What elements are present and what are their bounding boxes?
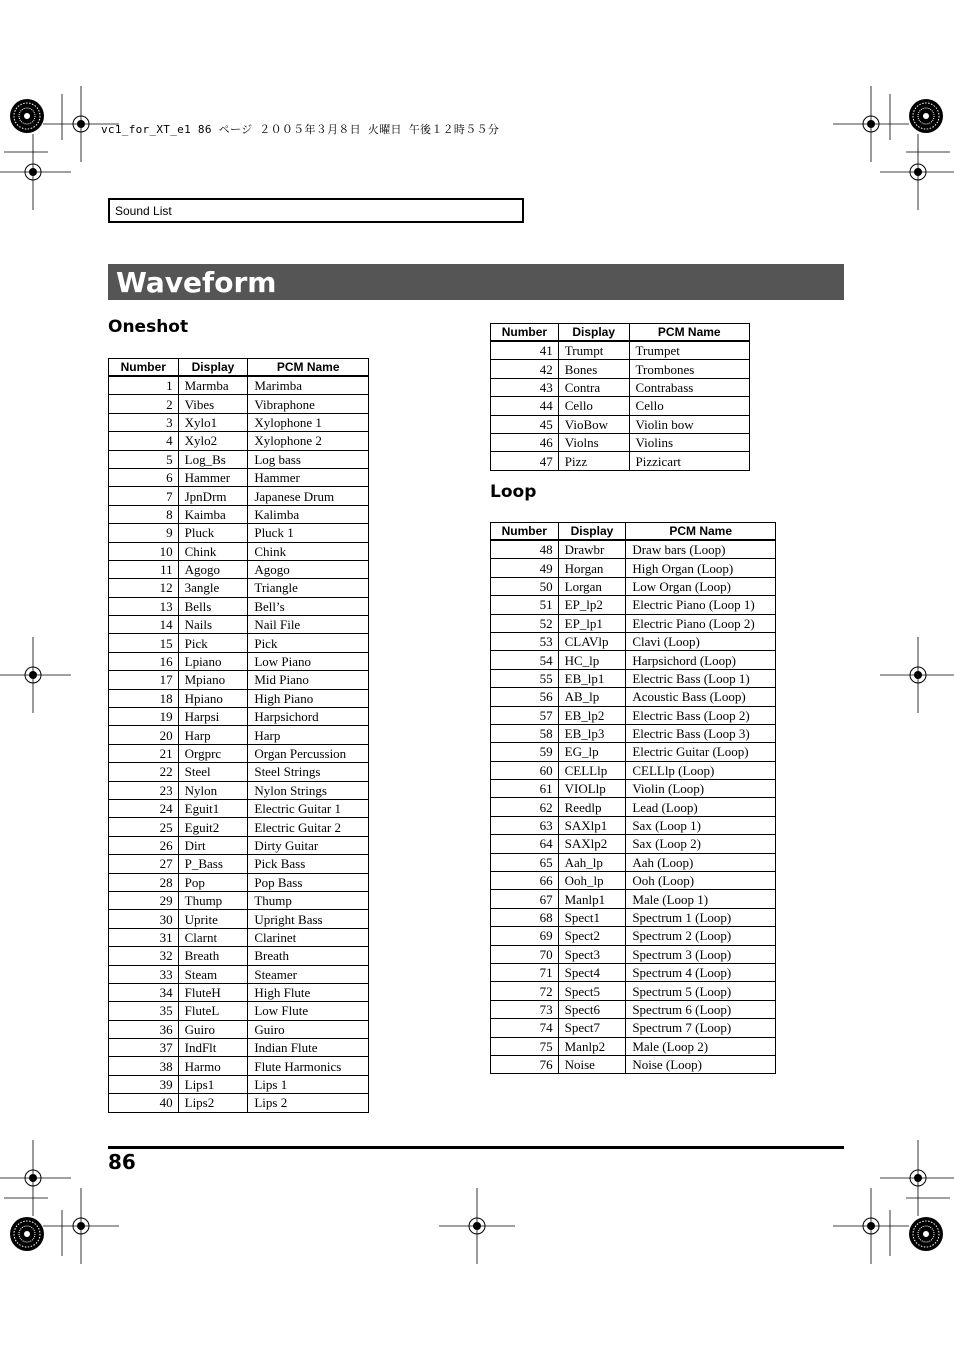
cell-display: Reedlp — [558, 798, 626, 816]
cell-display: Harmo — [178, 1057, 248, 1075]
cell-pcm-name: Steamer — [248, 965, 369, 983]
cell-number: 15 — [109, 634, 179, 652]
cell-pcm-name: Organ Percussion — [248, 744, 369, 762]
cell-number: 28 — [109, 873, 179, 891]
cell-display: SAXlp2 — [558, 835, 626, 853]
cell-pcm-name: Japanese Drum — [248, 487, 369, 505]
cell-display: Violns — [558, 433, 629, 451]
cell-number: 49 — [491, 559, 559, 577]
cell-number: 35 — [109, 1002, 179, 1020]
cell-display: Lips1 — [178, 1075, 248, 1093]
cell-display: Hpiano — [178, 689, 248, 707]
cell-number: 25 — [109, 818, 179, 836]
registration-star-icon — [10, 99, 44, 133]
cell-pcm-name: Aah (Loop) — [626, 853, 776, 871]
cell-display: Pop — [178, 873, 248, 891]
cell-number: 65 — [491, 853, 559, 871]
cell-display: HC_lp — [558, 651, 626, 669]
crosshair-icon — [439, 1188, 515, 1264]
column-header-number: Number — [109, 359, 179, 377]
cell-display: Pizz — [558, 452, 629, 470]
cell-pcm-name: Steel Strings — [248, 763, 369, 781]
cell-number: 55 — [491, 669, 559, 687]
cell-number: 52 — [491, 614, 559, 632]
cell-number: 23 — [109, 781, 179, 799]
cell-display: Steel — [178, 763, 248, 781]
cell-pcm-name: Nail File — [248, 616, 369, 634]
cell-number: 10 — [109, 542, 179, 560]
cell-display: VioBow — [558, 415, 629, 433]
cell-display: EB_lp1 — [558, 669, 626, 687]
cell-display: Lpiano — [178, 652, 248, 670]
cell-pcm-name: Electric Guitar 1 — [248, 799, 369, 817]
cell-pcm-name: Indian Flute — [248, 1039, 369, 1057]
cell-number: 3 — [109, 413, 179, 431]
cell-pcm-name: Pick — [248, 634, 369, 652]
cell-number: 21 — [109, 744, 179, 762]
crosshair-icon — [880, 134, 954, 210]
cell-display: Bells — [178, 597, 248, 615]
cell-number: 22 — [109, 763, 179, 781]
cell-pcm-name: Harp — [248, 726, 369, 744]
cell-display: Spect5 — [558, 982, 626, 1000]
cell-pcm-name: Electric Piano (Loop 2) — [626, 614, 776, 632]
cell-number: 34 — [109, 983, 179, 1001]
cell-pcm-name: Violin bow — [629, 415, 749, 433]
cell-display: Pluck — [178, 524, 248, 542]
cell-display: Manlp1 — [558, 890, 626, 908]
cell-display: 3angle — [178, 579, 248, 597]
crosshair-icon — [43, 1188, 119, 1264]
cell-display: Contra — [558, 378, 629, 396]
cell-number: 60 — [491, 761, 559, 779]
cell-number: 61 — [491, 780, 559, 798]
cell-number: 62 — [491, 798, 559, 816]
cell-number: 2 — [109, 395, 179, 413]
cell-display: Guiro — [178, 1020, 248, 1038]
cell-number: 46 — [491, 433, 559, 451]
cell-pcm-name: Ooh (Loop) — [626, 872, 776, 890]
cell-pcm-name: Lips 2 — [248, 1094, 369, 1112]
cell-pcm-name: Harpsichord (Loop) — [626, 651, 776, 669]
cell-display: Horgan — [558, 559, 626, 577]
cell-display: Clarnt — [178, 928, 248, 946]
cell-number: 27 — [109, 855, 179, 873]
cell-pcm-name: High Organ (Loop) — [626, 559, 776, 577]
cell-pcm-name: Nylon Strings — [248, 781, 369, 799]
column-header-display: Display — [178, 359, 248, 377]
print-header: vc1_for_XT_e1 86 ページ ２００５年３月８日 火曜日 午後１２時５５分 — [101, 123, 500, 136]
cell-display: Pick — [178, 634, 248, 652]
cell-display: Steam — [178, 965, 248, 983]
cell-display: VIOLlp — [558, 780, 626, 798]
cell-pcm-name: Log bass — [248, 450, 369, 468]
cell-display: Dirt — [178, 836, 248, 854]
cell-number: 39 — [109, 1075, 179, 1093]
cell-display: Spect7 — [558, 1019, 626, 1037]
page-title: Waveform — [116, 266, 277, 299]
cell-number: 12 — [109, 579, 179, 597]
cell-pcm-name: Electric Guitar 2 — [248, 818, 369, 836]
cell-pcm-name: Kalimba — [248, 505, 369, 523]
cell-pcm-name: Xylophone 2 — [248, 432, 369, 450]
crosshair-icon — [0, 134, 71, 210]
cell-display: Harp — [178, 726, 248, 744]
cell-number: 20 — [109, 726, 179, 744]
column-header-pcm-name: PCM Name — [626, 523, 776, 541]
crosshair-icon — [43, 86, 119, 162]
cell-number: 73 — [491, 1000, 559, 1018]
cell-display: Nylon — [178, 781, 248, 799]
cell-number: 48 — [491, 540, 559, 559]
cell-pcm-name: Spectrum 2 (Loop) — [626, 927, 776, 945]
cell-number: 7 — [109, 487, 179, 505]
cell-number: 71 — [491, 963, 559, 981]
cell-pcm-name: Mid Piano — [248, 671, 369, 689]
cell-pcm-name: High Piano — [248, 689, 369, 707]
registration-star-icon — [909, 99, 943, 133]
cell-number: 63 — [491, 816, 559, 834]
cell-display: Uprite — [178, 910, 248, 928]
cell-number: 16 — [109, 652, 179, 670]
column-header-display: Display — [558, 324, 629, 342]
cell-number: 72 — [491, 982, 559, 1000]
column-header-number: Number — [491, 523, 559, 541]
section-label: Sound List — [115, 204, 172, 218]
cell-display: Aah_lp — [558, 853, 626, 871]
cell-number: 29 — [109, 891, 179, 909]
cell-number: 64 — [491, 835, 559, 853]
cell-number: 17 — [109, 671, 179, 689]
cell-number: 42 — [491, 360, 559, 378]
cell-display: EB_lp3 — [558, 724, 626, 742]
cell-pcm-name: Spectrum 1 (Loop) — [626, 908, 776, 926]
cell-pcm-name: Clavi (Loop) — [626, 632, 776, 650]
cell-pcm-name: Spectrum 6 (Loop) — [626, 1000, 776, 1018]
cell-number: 30 — [109, 910, 179, 928]
cell-pcm-name: Clarinet — [248, 928, 369, 946]
cell-display: Eguit1 — [178, 799, 248, 817]
cell-pcm-name: Vibraphone — [248, 395, 369, 413]
cell-pcm-name: Trumpet — [629, 341, 749, 360]
cell-number: 38 — [109, 1057, 179, 1075]
cell-display: Marmba — [178, 376, 248, 395]
cell-display: Agogo — [178, 560, 248, 578]
cell-display: AB_lp — [558, 688, 626, 706]
cell-display: Thump — [178, 891, 248, 909]
cell-display: FluteH — [178, 983, 248, 1001]
cell-pcm-name: Dirty Guitar — [248, 836, 369, 854]
cell-display: Spect6 — [558, 1000, 626, 1018]
cell-display: Hammer — [178, 468, 248, 486]
cell-display: Manlp2 — [558, 1037, 626, 1055]
cell-number: 70 — [491, 945, 559, 963]
cell-pcm-name: Upright Bass — [248, 910, 369, 928]
cell-display: Eguit2 — [178, 818, 248, 836]
cell-display: IndFlt — [178, 1039, 248, 1057]
cell-number: 75 — [491, 1037, 559, 1055]
cell-display: SAXlp1 — [558, 816, 626, 834]
cell-pcm-name: Thump — [248, 891, 369, 909]
cell-display: Bones — [558, 360, 629, 378]
cell-number: 8 — [109, 505, 179, 523]
cell-pcm-name: CELLlp (Loop) — [626, 761, 776, 779]
cell-display: Trumpt — [558, 341, 629, 360]
cell-pcm-name: Trombones — [629, 360, 749, 378]
cell-pcm-name: Lead (Loop) — [626, 798, 776, 816]
cell-number: 4 — [109, 432, 179, 450]
cell-pcm-name: Electric Guitar (Loop) — [626, 743, 776, 761]
cell-number: 76 — [491, 1055, 559, 1073]
cell-pcm-name: Guiro — [248, 1020, 369, 1038]
cell-number: 9 — [109, 524, 179, 542]
cell-pcm-name: Pluck 1 — [248, 524, 369, 542]
cell-display: Nails — [178, 616, 248, 634]
cell-display: Harpsi — [178, 708, 248, 726]
cell-pcm-name: Violin (Loop) — [626, 780, 776, 798]
crosshair-icon — [0, 637, 71, 713]
crosshair-icon — [880, 1140, 954, 1216]
cell-number: 59 — [491, 743, 559, 761]
cell-pcm-name: Spectrum 4 (Loop) — [626, 963, 776, 981]
cell-pcm-name: Electric Bass (Loop 3) — [626, 724, 776, 742]
cell-number: 68 — [491, 908, 559, 926]
cell-display: Log_Bs — [178, 450, 248, 468]
cell-pcm-name: Pick Bass — [248, 855, 369, 873]
column-header-number: Number — [491, 324, 559, 342]
cell-display: Spect2 — [558, 927, 626, 945]
cell-display: Mpiano — [178, 671, 248, 689]
cell-pcm-name: Violins — [629, 433, 749, 451]
cell-number: 19 — [109, 708, 179, 726]
cell-number: 69 — [491, 927, 559, 945]
cell-number: 57 — [491, 706, 559, 724]
cell-number: 45 — [491, 415, 559, 433]
cell-display: EP_lp1 — [558, 614, 626, 632]
cell-number: 54 — [491, 651, 559, 669]
cell-number: 41 — [491, 341, 559, 360]
cell-display: Chink — [178, 542, 248, 560]
cell-number: 5 — [109, 450, 179, 468]
cell-number: 18 — [109, 689, 179, 707]
cell-pcm-name: Acoustic Bass (Loop) — [626, 688, 776, 706]
cell-display: Spect1 — [558, 908, 626, 926]
cell-display: EP_lp2 — [558, 596, 626, 614]
cell-display: CELLlp — [558, 761, 626, 779]
cell-display: Lorgan — [558, 577, 626, 595]
crosshair-icon — [833, 1188, 909, 1264]
cell-display: Kaimba — [178, 505, 248, 523]
cell-display: EB_lp2 — [558, 706, 626, 724]
cell-number: 47 — [491, 452, 559, 470]
cell-display: FluteL — [178, 1002, 248, 1020]
cell-number: 6 — [109, 468, 179, 486]
cell-display: Noise — [558, 1055, 626, 1073]
cell-pcm-name: Sax (Loop 1) — [626, 816, 776, 834]
cell-display: Xylo2 — [178, 432, 248, 450]
cell-pcm-name: Hammer — [248, 468, 369, 486]
cell-pcm-name: Spectrum 7 (Loop) — [626, 1019, 776, 1037]
crosshair-icon — [833, 86, 909, 162]
cell-pcm-name: Cello — [629, 397, 749, 415]
cell-pcm-name: Draw bars (Loop) — [626, 540, 776, 559]
cell-number: 13 — [109, 597, 179, 615]
cell-number: 1 — [109, 376, 179, 395]
cell-number: 74 — [491, 1019, 559, 1037]
cell-pcm-name: Sax (Loop 2) — [626, 835, 776, 853]
cell-pcm-name: Xylophone 1 — [248, 413, 369, 431]
cell-pcm-name: Flute Harmonics — [248, 1057, 369, 1075]
cell-number: 56 — [491, 688, 559, 706]
cell-display: Orgprc — [178, 744, 248, 762]
cell-pcm-name: Spectrum 5 (Loop) — [626, 982, 776, 1000]
cell-pcm-name: Contrabass — [629, 378, 749, 396]
cell-pcm-name: Marimba — [248, 376, 369, 395]
cell-pcm-name: Pizzicart — [629, 452, 749, 470]
cell-number: 40 — [109, 1094, 179, 1112]
crosshair-icon — [880, 637, 954, 713]
cell-pcm-name: Low Organ (Loop) — [626, 577, 776, 595]
cell-pcm-name: Harpsichord — [248, 708, 369, 726]
oneshot-heading: Oneshot — [108, 317, 189, 337]
cell-display: JpnDrm — [178, 487, 248, 505]
column-header-pcm-name: PCM Name — [248, 359, 369, 377]
cell-number: 14 — [109, 616, 179, 634]
cell-display: Xylo1 — [178, 413, 248, 431]
cell-display: Ooh_lp — [558, 872, 626, 890]
cell-display: Spect4 — [558, 963, 626, 981]
cell-pcm-name: Low Piano — [248, 652, 369, 670]
cell-display: Spect3 — [558, 945, 626, 963]
cell-display: Cello — [558, 397, 629, 415]
cell-pcm-name: Spectrum 3 (Loop) — [626, 945, 776, 963]
cell-number: 31 — [109, 928, 179, 946]
cell-pcm-name: High Flute — [248, 983, 369, 1001]
cell-pcm-name: Electric Bass (Loop 1) — [626, 669, 776, 687]
cell-display: P_Bass — [178, 855, 248, 873]
cell-pcm-name: Male (Loop 2) — [626, 1037, 776, 1055]
cell-number: 36 — [109, 1020, 179, 1038]
crosshair-icon — [0, 1140, 71, 1216]
loop-heading: Loop — [490, 482, 537, 502]
cell-display: Drawbr — [558, 540, 626, 559]
cell-pcm-name: Electric Piano (Loop 1) — [626, 596, 776, 614]
cell-number: 43 — [491, 378, 559, 396]
page-number: 86 — [108, 1150, 136, 1174]
cell-number: 51 — [491, 596, 559, 614]
cell-pcm-name: Chink — [248, 542, 369, 560]
cell-number: 53 — [491, 632, 559, 650]
cell-pcm-name: Noise (Loop) — [626, 1055, 776, 1073]
registration-star-icon — [10, 1217, 44, 1251]
cell-display: EG_lp — [558, 743, 626, 761]
cell-number: 66 — [491, 872, 559, 890]
cell-pcm-name: Electric Bass (Loop 2) — [626, 706, 776, 724]
column-header-display: Display — [558, 523, 626, 541]
cell-pcm-name: Triangle — [248, 579, 369, 597]
cell-number: 32 — [109, 947, 179, 965]
column-header-pcm-name: PCM Name — [629, 324, 749, 342]
cell-number: 11 — [109, 560, 179, 578]
cell-number: 44 — [491, 397, 559, 415]
cell-number: 37 — [109, 1039, 179, 1057]
cell-display: Vibes — [178, 395, 248, 413]
cell-pcm-name: Pop Bass — [248, 873, 369, 891]
cell-number: 33 — [109, 965, 179, 983]
cell-number: 24 — [109, 799, 179, 817]
cell-pcm-name: Male (Loop 1) — [626, 890, 776, 908]
cell-display: CLAVlp — [558, 632, 626, 650]
cell-display: Lips2 — [178, 1094, 248, 1112]
cell-pcm-name: Low Flute — [248, 1002, 369, 1020]
cell-pcm-name: Agogo — [248, 560, 369, 578]
cell-pcm-name: Lips 1 — [248, 1075, 369, 1093]
cell-number: 50 — [491, 577, 559, 595]
cell-number: 58 — [491, 724, 559, 742]
cell-number: 26 — [109, 836, 179, 854]
registration-star-icon — [909, 1217, 943, 1251]
cell-pcm-name: Bell’s — [248, 597, 369, 615]
cell-pcm-name: Breath — [248, 947, 369, 965]
cell-display: Breath — [178, 947, 248, 965]
cell-number: 67 — [491, 890, 559, 908]
